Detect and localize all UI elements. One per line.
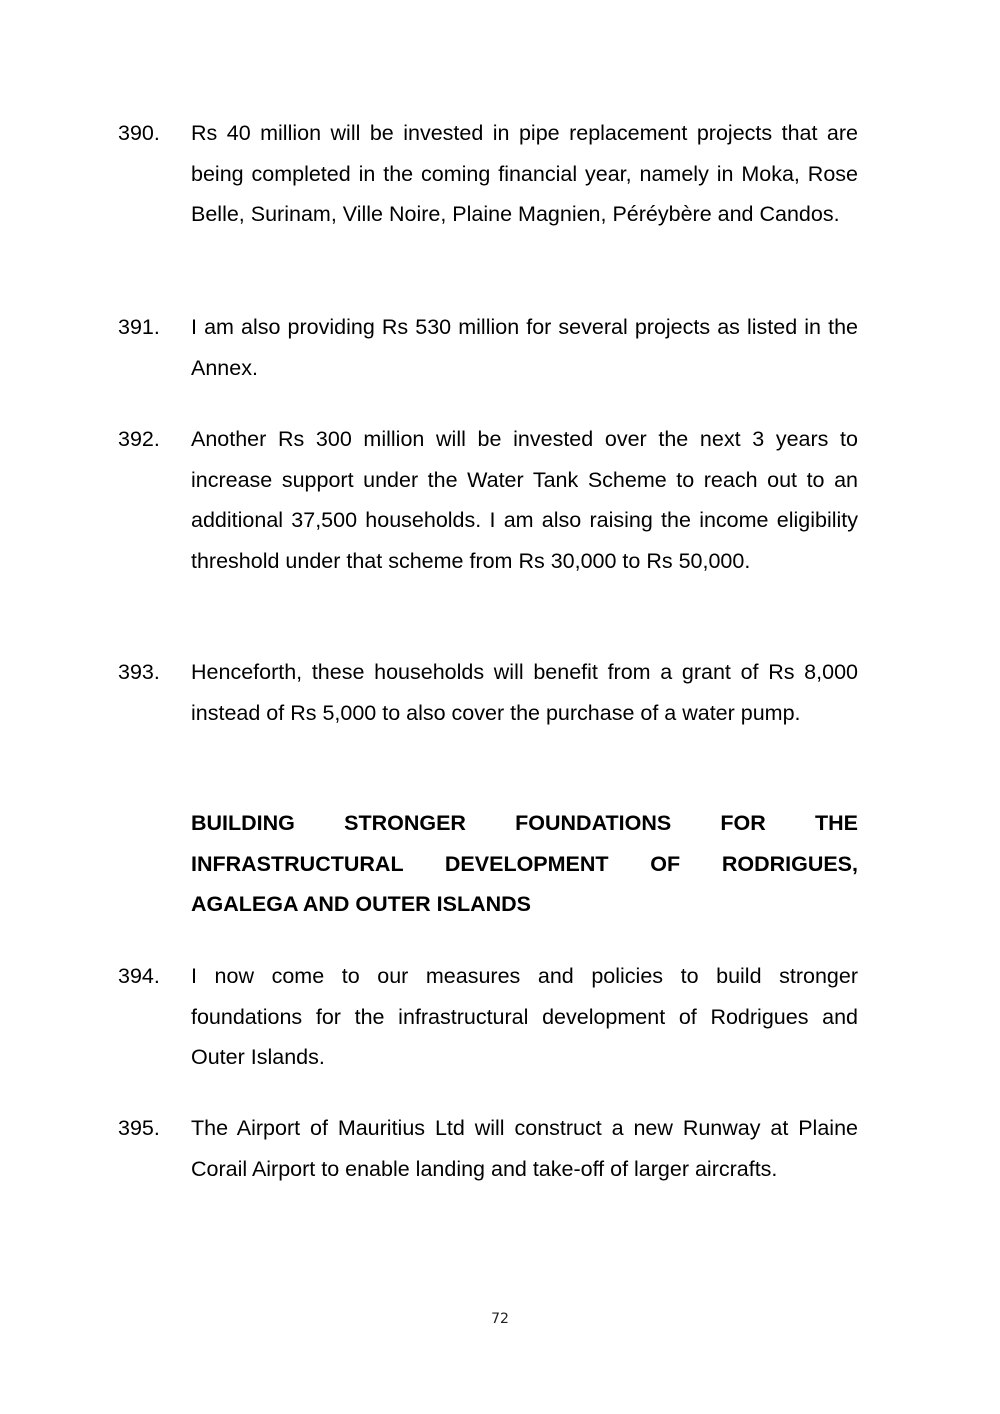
paragraph-392 bbox=[118, 419, 858, 581]
paragraph-393 bbox=[118, 652, 858, 733]
page-number: 72 bbox=[491, 1311, 509, 1327]
paragraph-394 bbox=[118, 956, 858, 1078]
section-heading: BUILDING STRONGER FOUNDATIONS FOR THE INFRASTRUCTURAL DEVELOPMENT OF RODRIGUES, AGALEGA AND OUTER ISLANDS bbox=[191, 811, 858, 916]
paragraph-text: Rs 40 million will be invested in pipe replacement projects that are being completed in the coming financial year, namely in Moka, Rose Belle, Surinam, Ville Noire, Plaine Magnien, Péréybère and Candos. bbox=[191, 121, 858, 226]
paragraph-number: 395. bbox=[118, 1116, 160, 1140]
paragraph-number: 390. bbox=[118, 121, 160, 145]
paragraph-391 bbox=[118, 307, 858, 388]
paragraph-number: 393. bbox=[118, 660, 160, 684]
paragraph-390 bbox=[118, 113, 858, 235]
paragraph-text: The Airport of Mauritius Ltd will construct a new Runway at Plaine Corail Airport to enable landing and take-off of larger aircrafts. bbox=[191, 1116, 858, 1181]
paragraph-number: 394. bbox=[118, 964, 160, 988]
paragraph-number: 391. bbox=[118, 315, 160, 339]
paragraph-text: Another Rs 300 million will be invested over the next 3 years to increase support under the Water Tank Scheme to reach out to an additional 37,500 households. I am also raising the income eligibility threshold under that scheme from Rs 30,000 to Rs 50,000. bbox=[191, 427, 858, 573]
paragraph-text: I now come to our measures and policies to build stronger foundations for the infrastructural development of Rodrigues and Outer Islands. bbox=[191, 964, 858, 1069]
paragraph-text: Henceforth, these households will benefit from a grant of Rs 8,000 instead of Rs 5,000 to also cover the purchase of a water pump. bbox=[191, 660, 858, 725]
paragraph-text: I am also providing Rs 530 million for several projects as listed in the Annex. bbox=[191, 315, 858, 380]
paragraph-number: 392. bbox=[118, 427, 160, 451]
paragraph-395 bbox=[118, 1108, 858, 1189]
